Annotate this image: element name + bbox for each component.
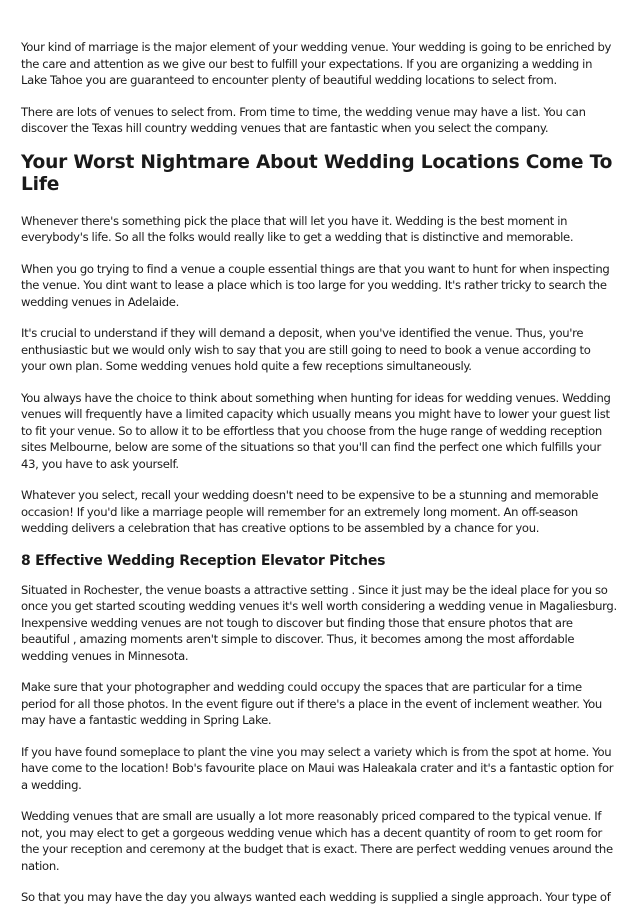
section-heading-elevator-pitches: 8 Effective Wedding Reception Elevator Pitches [21,552,386,569]
section-heading-nightmare: Your Worst Nightmare About Wedding Locations Come To Life [21,151,613,195]
intro-paragraph: There are lots of venues to select from. From time to time, the wedding venue may have a list. You can discover the Texas hill country wedding venues that are fantastic when you select the company. [21,104,586,135]
body-paragraph: Wedding venues that are small are usually a lot more reasonably priced compared to the typical venue. If not, you may elect to get a gorgeous wedding venue which has a decent quantity of room to get room for the your reception and ceremony at the budget that is exact. There are perfect wedding venues around the nation. [21,809,613,873]
document-page [21,39,617,921]
body-paragraph: It's crucial to understand if they will demand a deposit, when you've identified the venue. Thus, you're enthusiastic but we would only wish to say that you are still going to need to book a venue according to your own plan. Some wedding venues hold quite a few receptions simultaneously. [21,326,591,373]
intro-paragraph: Your kind of marriage is the major element of your wedding venue. Your wedding is going to be enriched by the care and attention as we give our best to fulfill your expectations. If you are organizing a wedding in Lake Tahoe you are guaranteed to encounter plenty of beautiful wedding locations to select from. [21,40,612,87]
body-paragraph: You always have the choice to think about something when hunting for ideas for wedding venues. Wedding venues will frequently have a limited capacity which usually means you might have to lower your guest list to fit your venue. So to allow it to be effortless that you choose from the huge range of wedding reception sites Melbourne, below are some of the situations so that you'll can find the perfect one which fulfills your 43, you have to ask yourself. [21,390,611,471]
body-paragraph: If you have found someplace to plant the vine you may select a variety which is from the spot at home. You have come to the location! Bob's favourite place on Maui was Haleakala crater and it's a fantastic option for a wedding. [21,744,614,792]
body-paragraph: Situated in Rochester, the venue boasts a attractive setting . Since it just may be the ideal place for you so once you get started scouting wedding venues it's well worth considering a wedding venue in Magaliesburg. Inexpensive wedding venues are not tough to discover but finding those that ensure photos that are beautiful , amazing moments aren't simple to discover. Thus, it becomes among the most affordable wedding venues in Minnesota. [21,582,617,663]
body-paragraph: Whatever you select, recall your wedding doesn't need to be expensive to be a stunning and memorable occasion! If you'd like a marriage people will remember for an extremely long moment. An off-season wedding delivers a celebration that has creative options to be assembled by a chance for you. [21,488,599,535]
body-paragraph: When you go trying to find a venue a couple essential things are that you want to hunt for when inspecting the venue. You dint want to lease a place which is too large for you wedding. It's rather tricky to search the wedding venues in Adelaide. [21,261,610,309]
body-paragraph: Make sure that your photographer and wedding could occupy the spaces that are particular for a time period for all those photos. In the event figure out if there's a place in the event of inclement weather. You may have a fantastic wedding in Spring Lake. [21,680,602,727]
body-paragraph: So that you may have the day you always wanted each wedding is supplied a single approach. Your type of [21,890,611,904]
body-paragraph: Whenever there's something pick the place that will let you have it. Wedding is the best moment in everybody's life. So all the folks would really like to get a wedding that is distinctive and memorable. [21,213,574,244]
